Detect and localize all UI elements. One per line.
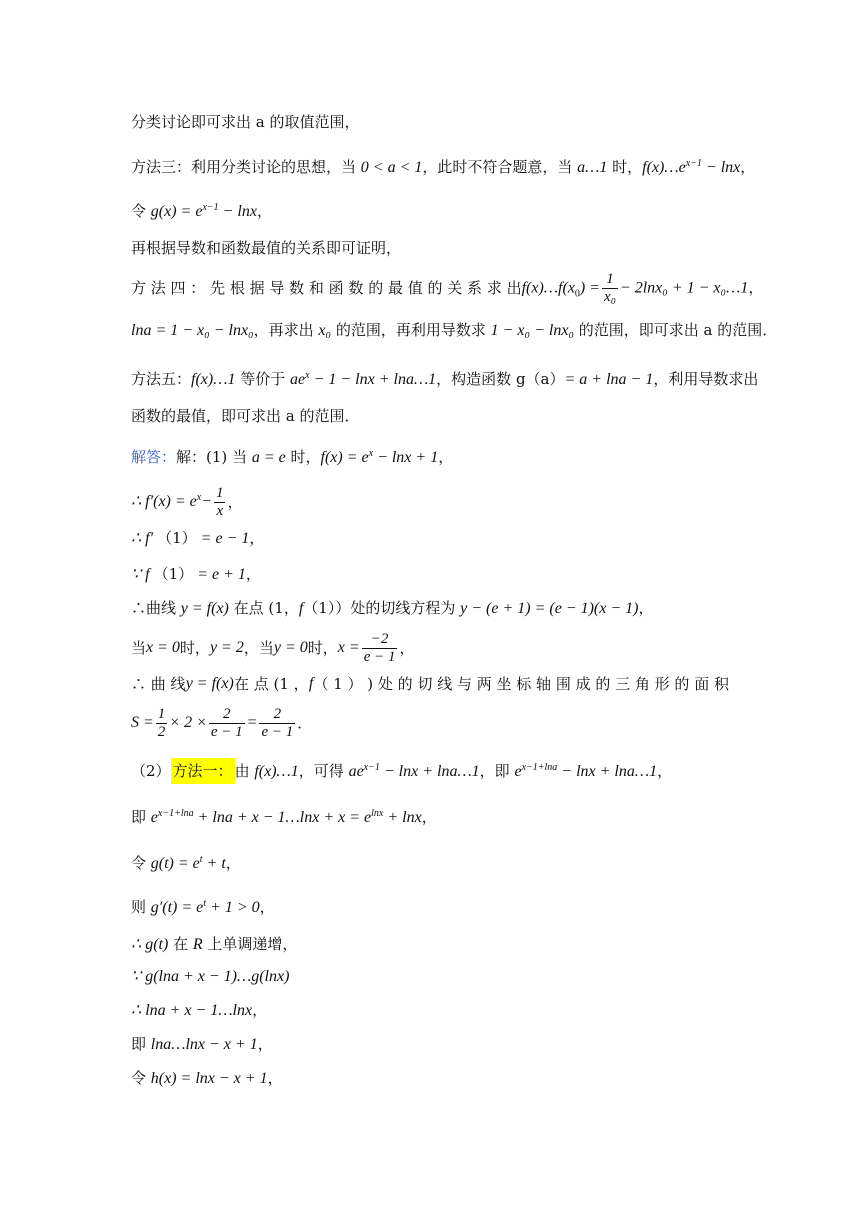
math: × 2 × (169, 714, 207, 731)
text: ， (267, 1069, 283, 1087)
math: 0 < a < 1 (360, 159, 423, 176)
math: x = (337, 639, 360, 656)
math: − 1 − lnx + lna…1 (309, 371, 437, 388)
denominator: 2 (157, 723, 166, 740)
text-line-25 (131, 1068, 283, 1089)
math: S = (131, 714, 154, 731)
text-line-derivative (131, 482, 243, 522)
text: ． (297, 714, 313, 732)
denominator: x₀ (604, 288, 616, 305)
math: − (201, 493, 213, 510)
text: 当 (131, 639, 147, 657)
text: ∴ 曲 线 (131, 675, 186, 693)
math: x₀ (318, 322, 332, 339)
math: a…1 (577, 159, 608, 176)
math-sup: x−1 (202, 202, 219, 213)
text: 时， (307, 639, 338, 657)
text: ， (399, 639, 415, 657)
math: − lnx + lna…1 (557, 763, 658, 780)
text: 时， (285, 448, 321, 466)
text: 在 (168, 935, 193, 953)
math: y = 0 (273, 639, 308, 656)
math: R (192, 936, 203, 953)
math: g(lna + x − 1)…g(lnx) (145, 968, 290, 985)
math: h(x) = lnx − x + 1 (150, 1070, 268, 1087)
numerator: −2 (370, 630, 389, 647)
text: ， (259, 898, 275, 916)
text: ， (225, 854, 241, 872)
text: ， (740, 158, 756, 176)
text: 方 法 四 ： 先 根 据 导 数 和 函 数 的 最 值 的 关 系 求 出 (131, 279, 522, 297)
math: lna…lnx − x + 1 (150, 1036, 258, 1053)
math: g(t) = e (150, 855, 200, 872)
text-line-15 (131, 674, 729, 694)
text-line-answer (131, 444, 453, 468)
text: 的范围，再利用导数求 (331, 321, 491, 339)
text-line-part-2 (131, 758, 672, 782)
text: 函数的最值，即可求出 a 的范围． (131, 407, 360, 425)
text: ，即 (479, 762, 515, 780)
text-line-4 (131, 238, 401, 258)
text-line-19 (131, 850, 241, 874)
math: + lnx (383, 809, 422, 826)
numerator: 1 (157, 705, 166, 722)
fraction (259, 706, 295, 741)
math: g′(t) = e (150, 899, 204, 916)
math-sup: x (368, 448, 374, 459)
text: ， (252, 1001, 268, 1019)
text-line-18 (131, 804, 437, 828)
text: ， (227, 493, 243, 511)
math: f(x)…1 (254, 763, 299, 780)
text: ， (657, 762, 673, 780)
numerator: 1 (606, 270, 614, 287)
math: − lnx (701, 159, 741, 176)
highlighted-method-label: 方法一： (171, 758, 235, 784)
math: e (514, 763, 522, 780)
text: 令 (131, 854, 151, 872)
denominator: e − 1 (210, 723, 243, 740)
text: 在点 (1， (228, 599, 299, 617)
text: （2） (131, 762, 171, 780)
math: lna + x − 1…lnx (145, 1002, 253, 1019)
math: e (150, 809, 158, 826)
text: 再根据导数和函数最值的关系即可证明， (131, 239, 402, 257)
text-line-20 (131, 894, 275, 918)
text-line-21 (131, 934, 297, 955)
math: ∵ (131, 968, 146, 985)
text: ∴曲线 (131, 599, 181, 617)
text-line-area (131, 702, 312, 744)
text-line-22 (131, 966, 289, 987)
math: ) = (579, 279, 601, 296)
math: ae (348, 763, 364, 780)
math-sup: x−1+lna (157, 808, 194, 819)
math: f(x)…e (642, 159, 686, 176)
text: 则 (131, 898, 151, 916)
text-line-method-4 (131, 268, 764, 308)
text-line-method-5 (131, 366, 758, 390)
math: f(x) = e (320, 449, 369, 466)
text-line-6 (131, 320, 777, 341)
text: ， (257, 1035, 273, 1053)
text: 的范围，即可求出 a 的范围． (573, 321, 778, 339)
math: + 1 > 0 (206, 899, 260, 916)
text: 上单调递增， (202, 935, 298, 953)
math: ∴ (131, 936, 146, 953)
math: ae (290, 371, 306, 388)
text-line-24 (131, 1034, 273, 1055)
text: 方法五： (131, 370, 192, 388)
math: f (298, 600, 304, 617)
text: 解：(1) 当 (176, 448, 252, 466)
math: y = 2 (209, 639, 244, 656)
text: ，当 (243, 639, 274, 657)
text: 分类讨论即可求出 a 的取值范围， (131, 113, 360, 131)
text: 令 (131, 202, 151, 220)
text: 时， (179, 639, 210, 657)
text-line-13 (131, 598, 653, 619)
text-line-23 (131, 1000, 267, 1021)
denominator: x (216, 502, 224, 519)
text-line-8 (131, 406, 359, 426)
text: 令 (131, 1069, 151, 1087)
text: ， (748, 278, 764, 296)
text: 即 (131, 808, 151, 826)
text-line-12 (131, 564, 261, 585)
text: （1） (153, 565, 194, 583)
text: （1））处的切线方程为 (303, 599, 461, 617)
math-sup: x (305, 370, 310, 381)
math-sup: x−1+lna (521, 762, 558, 773)
text: ， (421, 808, 437, 826)
math: a = e (251, 449, 286, 466)
text: 等价于 (235, 370, 290, 388)
text-line-14 (131, 628, 414, 668)
math: x = 0 (146, 639, 180, 656)
math-sup: x−1 (363, 762, 380, 773)
math: ∵ f (131, 566, 154, 583)
math-sup: t (203, 898, 207, 909)
math-sup: lnx (371, 808, 384, 819)
math: − lnx + 1 (373, 449, 439, 466)
numerator: 2 (223, 705, 231, 722)
math: f(x)…f(x (521, 279, 575, 296)
denominator: e − 1 (261, 723, 294, 740)
math: − lnx (218, 203, 257, 220)
math: = e − 1 (196, 530, 250, 547)
fraction (214, 485, 226, 520)
fraction (602, 271, 618, 306)
text: ， (245, 565, 261, 583)
math: f(x)…1 (191, 371, 236, 388)
math: ∴ (131, 1002, 146, 1019)
numerator: 1 (216, 484, 224, 501)
fraction (156, 706, 168, 741)
text: （1） (157, 529, 197, 547)
math: y = f(x) (185, 675, 234, 692)
math: + lna + x − 1…lnx + x = e (193, 809, 372, 826)
answer-label: 解答： (131, 448, 177, 466)
numerator: 2 (273, 705, 282, 722)
math: = (246, 714, 258, 731)
text-line-method-3 (131, 154, 755, 178)
text-line-11 (131, 528, 264, 549)
text: ，利用导数求出 (653, 370, 759, 388)
math: 1 − x₀ − lnx₀ (490, 322, 574, 339)
math: g(t) (145, 936, 169, 953)
math: ∴ f′(x) = e (131, 493, 197, 510)
fraction (209, 706, 245, 741)
text: ， (256, 202, 272, 220)
text: ，再求出 (253, 321, 319, 339)
text: ， (638, 599, 654, 617)
text: ，此时不符合题意，当 (422, 158, 578, 176)
text-line-1 (131, 112, 359, 132)
math: − lnx + lna…1 (379, 763, 480, 780)
text: ， (249, 529, 265, 547)
math-sup: x−1 (685, 158, 702, 169)
text: 由 (234, 762, 255, 780)
math: + t (202, 855, 226, 872)
math-sup: t (199, 854, 203, 865)
fraction (362, 631, 398, 666)
math: − 2lnx₀ + 1 − x₀…1 (619, 279, 749, 296)
math: y − (e + 1) = (e − 1)(x − 1) (460, 600, 639, 617)
denominator: e − 1 (363, 648, 396, 665)
math: = e + 1 (193, 566, 246, 583)
text: ， (438, 448, 454, 466)
text: 在 点 (1 ， (233, 675, 309, 693)
math-group (522, 271, 764, 306)
math: y = f(x) (180, 600, 229, 617)
text: 即 (131, 1035, 151, 1053)
text: ，构造函数 g（a） (436, 370, 565, 388)
math: f (308, 675, 314, 692)
math: g(x) = e (150, 203, 203, 220)
text: 时， (607, 158, 643, 176)
text: （ 1 ） ) 处 的 切 线 与 两 坐 标 轴 围 成 的 三 角 形 的 面 积 (313, 675, 729, 693)
math: ∴ f′ (131, 530, 158, 547)
text: 方法三：利用分类讨论的思想，当 (131, 158, 361, 176)
math-sup: x (196, 492, 202, 503)
math: lna = 1 − x₀ − lnx₀ (131, 322, 254, 339)
text: ，可得 (298, 762, 349, 780)
math-sub: 0 (574, 288, 580, 299)
math: = a + lna − 1 (564, 371, 654, 388)
text-line-3 (131, 198, 272, 222)
